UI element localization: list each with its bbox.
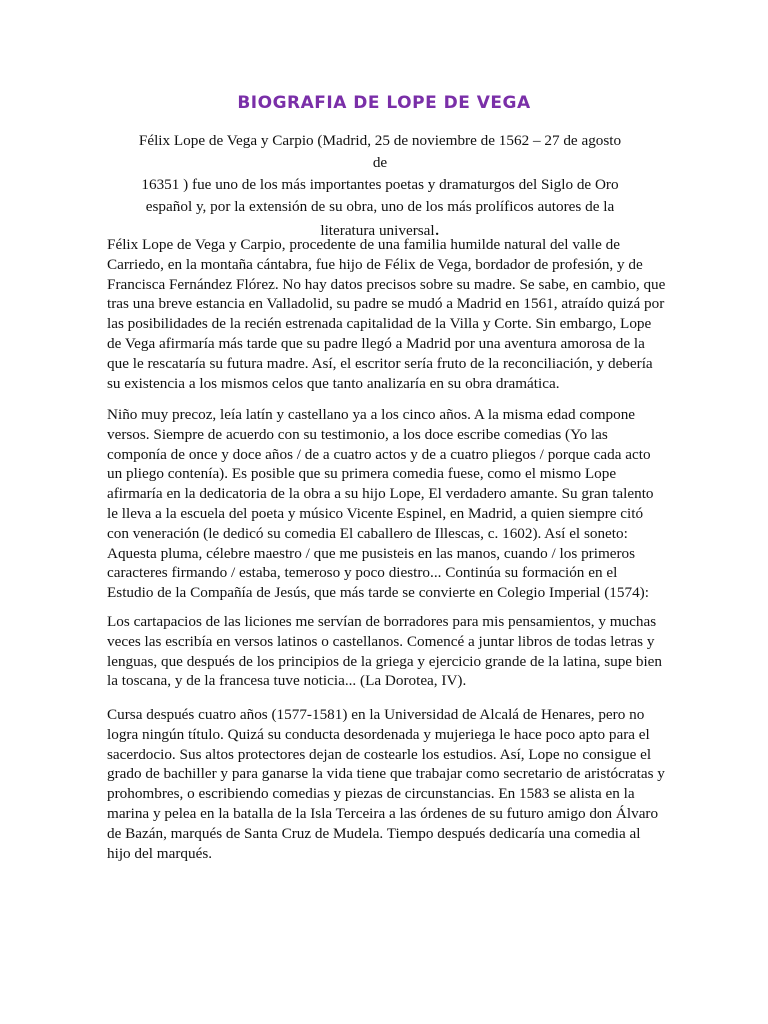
intro-text: Félix Lope de Vega y Carpio (Madrid, 25 de noviembre de 1562 – 27 de agosto de 16351 ) fue uno de los más importantes poetas y dramaturgos del Siglo de Oro español y, por la extensión de su obra, uno de los más prolíficos autores de la literatura universal xyxy=(138,132,622,239)
intro-paragraph xyxy=(130,130,630,242)
document-title: BIOGRAFIA DE LOPE DE VEGA xyxy=(237,93,531,113)
body-paragraph-1 xyxy=(107,235,667,393)
body-paragraph-4 xyxy=(107,705,667,863)
body-paragraph-3 xyxy=(107,612,667,691)
intro-final-period: . xyxy=(434,218,440,240)
paragraph-text: Félix Lope de Vega y Carpio, procedente de una familia humilde natural del valle de Carriedo, en la montaña cántabra, fue hijo de Félix de Vega, bordador de profesión, y de Francisca Fernández Flórez. No hay datos precisos sobre su madre. Se sabe, en cambio, que tras una breve estancia en Valladolid, su padre se mudó a Madrid en 1561, atraído quizá por las posibilidades de la recién estrenada capitalidad de la Villa y Corte. Sin embargo, Lope de Vega afirmaría más tarde que su padre llegó a Madrid por una aventura amorosa de la que le rescataría su futura madre. Así, el escritor sería fruto de la reconciliación, y debería su existencia a los mismos celos que tanto analizaría en su obra dramática. xyxy=(107,236,666,392)
paragraph-text: Niño muy precoz, leía latín y castellano ya a los cinco años. A la misma edad compone versos. Siempre de acuerdo con su testimonio, a los doce escribe comedias (Yo las componía de once y doce años / de a cuatro actos y de a cuatro pliegos / porque cada acto un pliego contenía). Es posible que su primera comedia fuese, como el mismo Lope afirmaría en la dedicatoria de la obra a su hijo Lope, El verdadero amante. Su gran talento le lleva a la escuela del poeta y músico Vicente Espinel, en Madrid, a quien siempre citó con veneración (le dedicó su comedia El caballero de Illescas, c. 1602). Así el soneto: Aquesta pluma, célebre maestro / que me pusisteis en las manos, cuando / los primeros caracteres firmando / estaba, temeroso y poco diestro... Continúa su formación en el Estudio de la Compañía de Jesús, que más tarde se convierte en Colegio Imperial (1574): xyxy=(107,406,654,602)
paragraph-text: Cursa después cuatro años (1577-1581) en la Universidad de Alcalá de Henares, pero no logra ningún título. Quizá su conducta desordenada y mujeriega le hace poco apto para el sacerdocio. Sus altos protectores dejan de costearle los estudios. Así, Lope no consigue el grado de bachiller y para ganarse la vida tiene que trabajar como secretario de aristócratas y prohombres, o escribiendo comedias y piezas de circunstancias. En 1583 se alista en la marina y pelea en la batalla de la Isla Terceira a las órdenes de su futuro amigo don Álvaro de Bazán, marqués de Santa Cruz de Mudela. Tiempo después dedicaría una comedia al hijo del marqués. xyxy=(107,706,665,862)
paragraph-text: Los cartapacios de las liciones me servían de borradores para mis pensamientos, y muchas veces las escribía en versos latinos o castellanos. Comencé a juntar libros de todas letras y lenguas, que después de los principios de la griega y ejercicio grande de la latina, supe bien la toscana, y de la francesa tuve noticia... (La Dorotea, IV). xyxy=(107,613,662,690)
body-paragraph-2 xyxy=(107,405,667,603)
